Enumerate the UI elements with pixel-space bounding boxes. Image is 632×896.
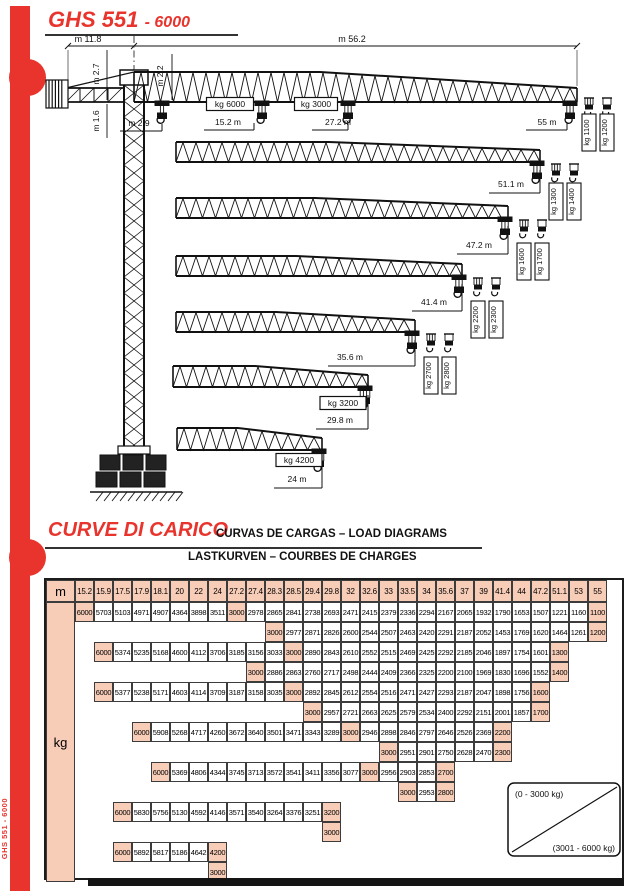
load-label: kg 6000: [214, 99, 246, 109]
load-cell: 2628: [455, 742, 474, 762]
dim-tip-2: 47.2 m: [466, 240, 492, 250]
dim-radius-1: 15.2 m: [215, 117, 241, 127]
load-cell: 6000: [151, 762, 170, 782]
load-cell: 2579: [398, 702, 417, 722]
column-header: 24: [208, 580, 227, 602]
load-cell: 2047: [474, 682, 493, 702]
load-cell: 2946: [360, 722, 379, 742]
load-cell: 2498: [341, 662, 360, 682]
load-cell: 2554: [360, 682, 379, 702]
load-cell: 1898: [493, 682, 512, 702]
column-header: 32: [341, 580, 360, 602]
load-cell: 2515: [379, 642, 398, 662]
load-cell: 2463: [398, 622, 417, 642]
column-header: 51.1: [550, 580, 569, 602]
load-cell: 1769: [512, 622, 531, 642]
table-unit-m: m: [46, 580, 75, 602]
load-cell: 5817: [151, 842, 170, 862]
column-header: 37: [455, 580, 474, 602]
load-cell: 2369: [474, 722, 493, 742]
load-cell: 2978: [246, 602, 265, 622]
load-cell: 4806: [189, 762, 208, 782]
column-header: 20: [170, 580, 189, 602]
load-cell: 5830: [132, 802, 151, 822]
load-cell: 5892: [132, 842, 151, 862]
load-cell: 1261: [569, 622, 588, 642]
load-cell: 1200: [588, 622, 607, 642]
load-cell: 3035: [265, 682, 284, 702]
load-cell: 2646: [436, 722, 455, 742]
load-cell: 2444: [360, 662, 379, 682]
load-cell: 2903: [398, 762, 417, 782]
tip-load-label: kg 2300: [489, 306, 498, 333]
dim-radius-2: 27.2 m: [325, 117, 351, 127]
column-header: 27.4: [246, 580, 265, 602]
column-header: 28.3: [265, 580, 284, 602]
column-header: 15.9: [94, 580, 113, 602]
load-cell: 3541: [284, 762, 303, 782]
column-header: 17.9: [132, 580, 151, 602]
load-cell: 5369: [170, 762, 189, 782]
load-cell: 3672: [227, 722, 246, 742]
load-cell: 5235: [132, 642, 151, 662]
load-cell: 2552: [360, 642, 379, 662]
load-cell: 2292: [436, 642, 455, 662]
dim-tip-1: 51.1 m: [498, 179, 524, 189]
load-cell: 3158: [246, 682, 265, 702]
load-section-subtitle-2: LASTKURVEN – COURBES DE CHARGES: [188, 551, 417, 563]
load-cell: 4907: [151, 602, 170, 622]
dim-tip-4: 35.6 m: [337, 352, 363, 362]
load-cell: 3000: [341, 722, 360, 742]
load-cell: 2738: [303, 602, 322, 622]
load-cell: 4200: [208, 842, 227, 862]
column-header: 34: [417, 580, 436, 602]
load-cell: 6000: [113, 802, 132, 822]
load-cell: 3289: [322, 722, 341, 742]
load-cell: 3376: [284, 802, 303, 822]
load-cell: 3471: [284, 722, 303, 742]
load-cell: 2409: [379, 662, 398, 682]
load-cell: 6000: [94, 642, 113, 662]
load-cell: 2291: [436, 622, 455, 642]
column-header: 35.6: [436, 580, 455, 602]
load-cell: 2663: [360, 702, 379, 722]
load-cell: 5756: [151, 802, 170, 822]
load-cell: 1897: [493, 642, 512, 662]
load-cell: 3000: [227, 602, 246, 622]
load-cell: 1600: [531, 682, 550, 702]
load-cell: 2898: [379, 722, 398, 742]
load-cell: 2717: [322, 662, 341, 682]
load-cell: 2625: [379, 702, 398, 722]
load-cell: 2760: [303, 662, 322, 682]
load-cell: 2470: [474, 742, 493, 762]
load-label: kg 3200: [327, 398, 359, 408]
page-title-suffix: - 6000: [144, 14, 190, 31]
load-cell: 1653: [512, 602, 531, 622]
load-cell: 2379: [379, 602, 398, 622]
load-cell: 1160: [569, 602, 588, 622]
load-cell: 2957: [322, 702, 341, 722]
load-cell: 3251: [303, 802, 322, 822]
load-section-title: CURVE DI CARICO: [48, 519, 229, 541]
load-section-subtitle-1: CURVAS DE CARGAS – LOAD DIAGRAMS: [216, 528, 447, 540]
load-cell: 3411: [303, 762, 322, 782]
column-header: 33: [379, 580, 398, 602]
load-cell: 2956: [379, 762, 398, 782]
load-cell: 2425: [417, 642, 436, 662]
load-cell: 3264: [265, 802, 284, 822]
column-header: 33.5: [398, 580, 417, 602]
load-cell: 3000: [322, 822, 341, 842]
load-cell: 6000: [113, 842, 132, 862]
load-cell: 2886: [265, 662, 284, 682]
load-cell: 2187: [455, 682, 474, 702]
load-cell: 4603: [170, 682, 189, 702]
load-cell: 6000: [132, 722, 151, 742]
legend-top-label: (0 - 3000 kg): [515, 789, 564, 799]
tip-load-label: kg 1300: [549, 188, 558, 215]
column-header: 47.2: [531, 580, 550, 602]
load-cell: 2471: [341, 602, 360, 622]
load-cell: 2294: [417, 602, 436, 622]
load-cell: 4364: [170, 602, 189, 622]
load-cell: 2366: [398, 662, 417, 682]
dim-h1: m 2.7: [91, 63, 101, 85]
load-cell: 2200: [493, 722, 512, 742]
load-cell: 1756: [512, 682, 531, 702]
load-cell: 3033: [265, 642, 284, 662]
load-cell: 3000: [360, 762, 379, 782]
load-cell: 5377: [113, 682, 132, 702]
load-cell: 2292: [455, 702, 474, 722]
load-cell: 3000: [246, 662, 265, 682]
column-header: 41.4: [493, 580, 512, 602]
legend-bottom-label: (3001 - 6000 kg): [552, 843, 615, 853]
load-cell: 2167: [436, 602, 455, 622]
load-cell: 2507: [379, 622, 398, 642]
load-cell: 2892: [303, 682, 322, 702]
load-cell: 2415: [360, 602, 379, 622]
tip-load-label: kg 2700: [424, 362, 433, 389]
load-cell: 4971: [132, 602, 151, 622]
dim-tip-5: 29.8 m: [327, 415, 353, 425]
load-cell: 2469: [398, 642, 417, 662]
column-header: 15.2: [75, 580, 94, 602]
load-cell: 2871: [303, 622, 322, 642]
load-cell: 2841: [284, 602, 303, 622]
load-cell: 5171: [151, 682, 170, 702]
load-cell: 3356: [322, 762, 341, 782]
load-cell: 1453: [493, 622, 512, 642]
column-header: 29.4: [303, 580, 322, 602]
load-cell: 2797: [417, 722, 436, 742]
load-cell: 1601: [531, 642, 550, 662]
load-cell: 3000: [303, 702, 322, 722]
load-cell: 3200: [322, 802, 341, 822]
load-cell: 3571: [227, 802, 246, 822]
load-cell: 4717: [189, 722, 208, 742]
dim-tip-3: 41.4 m: [421, 297, 447, 307]
load-cell: 2901: [417, 742, 436, 762]
column-header: 17.5: [113, 580, 132, 602]
load-cell: 4592: [189, 802, 208, 822]
load-cell: 3000: [208, 862, 227, 882]
load-cell: 2890: [303, 642, 322, 662]
load-cell: 2977: [284, 622, 303, 642]
load-cell: 1790: [493, 602, 512, 622]
load-cell: 2843: [322, 642, 341, 662]
load-cell: 3000: [379, 742, 398, 762]
load-cell: 3000: [265, 622, 284, 642]
load-cell: 2846: [398, 722, 417, 742]
load-cell: 4112: [189, 642, 208, 662]
load-cell: 6000: [94, 682, 113, 702]
load-cell: 3640: [246, 722, 265, 742]
tip-load-label: kg 2800: [442, 362, 451, 389]
column-header: 53: [569, 580, 588, 602]
load-cell: 2865: [265, 602, 284, 622]
load-cell: 6000: [75, 602, 94, 622]
load-cell: 4260: [208, 722, 227, 742]
load-cell: 3709: [208, 682, 227, 702]
load-cell: 3185: [227, 642, 246, 662]
dim-min-radius: m 2.9: [128, 118, 150, 128]
load-cell: 2600: [341, 622, 360, 642]
load-cell: 2336: [398, 602, 417, 622]
column-header: 39: [474, 580, 493, 602]
load-cell: 4642: [189, 842, 208, 862]
load-cell: 1857: [512, 702, 531, 722]
load-cell: 2750: [436, 742, 455, 762]
load-cell: 4600: [170, 642, 189, 662]
load-cell: 1830: [493, 662, 512, 682]
load-cell: 2200: [436, 662, 455, 682]
load-cell: 3572: [265, 762, 284, 782]
column-header: 28.5: [284, 580, 303, 602]
load-cell: 2293: [436, 682, 455, 702]
load-label: kg 3000: [300, 99, 332, 109]
load-cell: 2300: [493, 742, 512, 762]
load-cell: 2065: [455, 602, 474, 622]
load-cell: 1100: [588, 602, 607, 622]
page-title-main: GHS 551: [48, 7, 139, 32]
load-cell: 2046: [474, 642, 493, 662]
load-cell: 2516: [379, 682, 398, 702]
column-header: 55: [588, 580, 607, 602]
load-cell: 2721: [341, 702, 360, 722]
load-cell: 1400: [550, 662, 569, 682]
side-vertical-title: GHS 551 - 6000: [0, 798, 9, 860]
load-cell: 3511: [208, 602, 227, 622]
load-cell: 2427: [417, 682, 436, 702]
load-cell: 3000: [284, 642, 303, 662]
load-cell: 2052: [474, 622, 493, 642]
load-cell: 5703: [94, 602, 113, 622]
load-cell: 2845: [322, 682, 341, 702]
load-cell: 1552: [531, 662, 550, 682]
dim-jib: m 56.2: [338, 34, 366, 44]
dim-tip-0: 55 m: [537, 117, 557, 127]
load-cell: 2826: [322, 622, 341, 642]
load-cell: 3156: [246, 642, 265, 662]
load-cell: 3000: [284, 682, 303, 702]
load-cell: 5908: [151, 722, 170, 742]
load-cell: 1300: [550, 642, 569, 662]
load-cell: 1696: [512, 662, 531, 682]
table-unit-kg: kg: [46, 602, 75, 882]
load-table: [44, 578, 624, 880]
load-cell: 2610: [341, 642, 360, 662]
load-cell: 5130: [170, 802, 189, 822]
load-cell: 1932: [474, 602, 493, 622]
load-cell: 2001: [493, 702, 512, 722]
column-header: 27.2: [227, 580, 246, 602]
load-cell: 2853: [417, 762, 436, 782]
load-cell: 2471: [398, 682, 417, 702]
tip-load-label: kg 2200: [471, 306, 480, 333]
load-cell: 2100: [455, 662, 474, 682]
load-cell: 3187: [227, 682, 246, 702]
load-cell: 2953: [417, 782, 436, 802]
load-cell: 3713: [246, 762, 265, 782]
tip-load-label: kg 1600: [517, 248, 526, 275]
load-label: kg 4200: [283, 455, 315, 465]
load-cell: 5238: [132, 682, 151, 702]
load-cell: 5374: [113, 642, 132, 662]
tip-load-label: kg 1400: [567, 188, 576, 215]
column-header: 44: [512, 580, 531, 602]
load-cell: 3898: [189, 602, 208, 622]
load-cell: 2800: [436, 782, 455, 802]
load-cell: 3000: [398, 782, 417, 802]
load-cell: 4344: [208, 762, 227, 782]
load-cell: 1969: [474, 662, 493, 682]
load-cell: 5103: [113, 602, 132, 622]
load-cell: 2544: [360, 622, 379, 642]
column-header: 29.8: [322, 580, 341, 602]
load-cell: 2420: [417, 622, 436, 642]
load-cell: 1754: [512, 642, 531, 662]
tip-load-label: kg 1200: [600, 119, 609, 146]
load-cell: 3745: [227, 762, 246, 782]
load-cell: 1221: [550, 602, 569, 622]
load-cell: 3077: [341, 762, 360, 782]
load-cell: 2325: [417, 662, 436, 682]
dim-counterjib: m 11.8: [74, 34, 102, 44]
load-cell: 3540: [246, 802, 265, 822]
load-cell: 2151: [474, 702, 493, 722]
load-cell: 4146: [208, 802, 227, 822]
tip-load-label: kg 1100: [582, 119, 591, 146]
load-cell: 2700: [436, 762, 455, 782]
load-cell: 2612: [341, 682, 360, 702]
load-cell: 2187: [455, 622, 474, 642]
load-cell: 3706: [208, 642, 227, 662]
load-cell: 2185: [455, 642, 474, 662]
load-cell: 2534: [417, 702, 436, 722]
load-cell: 5168: [151, 642, 170, 662]
load-cell: 2400: [436, 702, 455, 722]
load-cell: 3343: [303, 722, 322, 742]
load-cell: 1620: [531, 622, 550, 642]
tip-load-label: kg 1700: [535, 248, 544, 275]
load-cell: 2693: [322, 602, 341, 622]
load-cell: 4114: [189, 682, 208, 702]
load-cell: 1700: [531, 702, 550, 722]
load-cell: 1507: [531, 602, 550, 622]
dim-h2: m 2.2: [155, 65, 165, 87]
load-section-underline: [45, 547, 482, 549]
column-header: 32.6: [360, 580, 379, 602]
load-cell: 1464: [550, 622, 569, 642]
dim-tip-6: 24 m: [287, 474, 307, 484]
load-cell: 5268: [170, 722, 189, 742]
load-cell: 3501: [265, 722, 284, 742]
load-cell: 2863: [284, 662, 303, 682]
load-cell: 5186: [170, 842, 189, 862]
load-cell: 2526: [455, 722, 474, 742]
load-cell: 2951: [398, 742, 417, 762]
table-bottom-bar: [88, 878, 624, 886]
column-header: 18.1: [151, 580, 170, 602]
dim-h3: m 1.6: [91, 110, 101, 132]
column-header: 22: [189, 580, 208, 602]
